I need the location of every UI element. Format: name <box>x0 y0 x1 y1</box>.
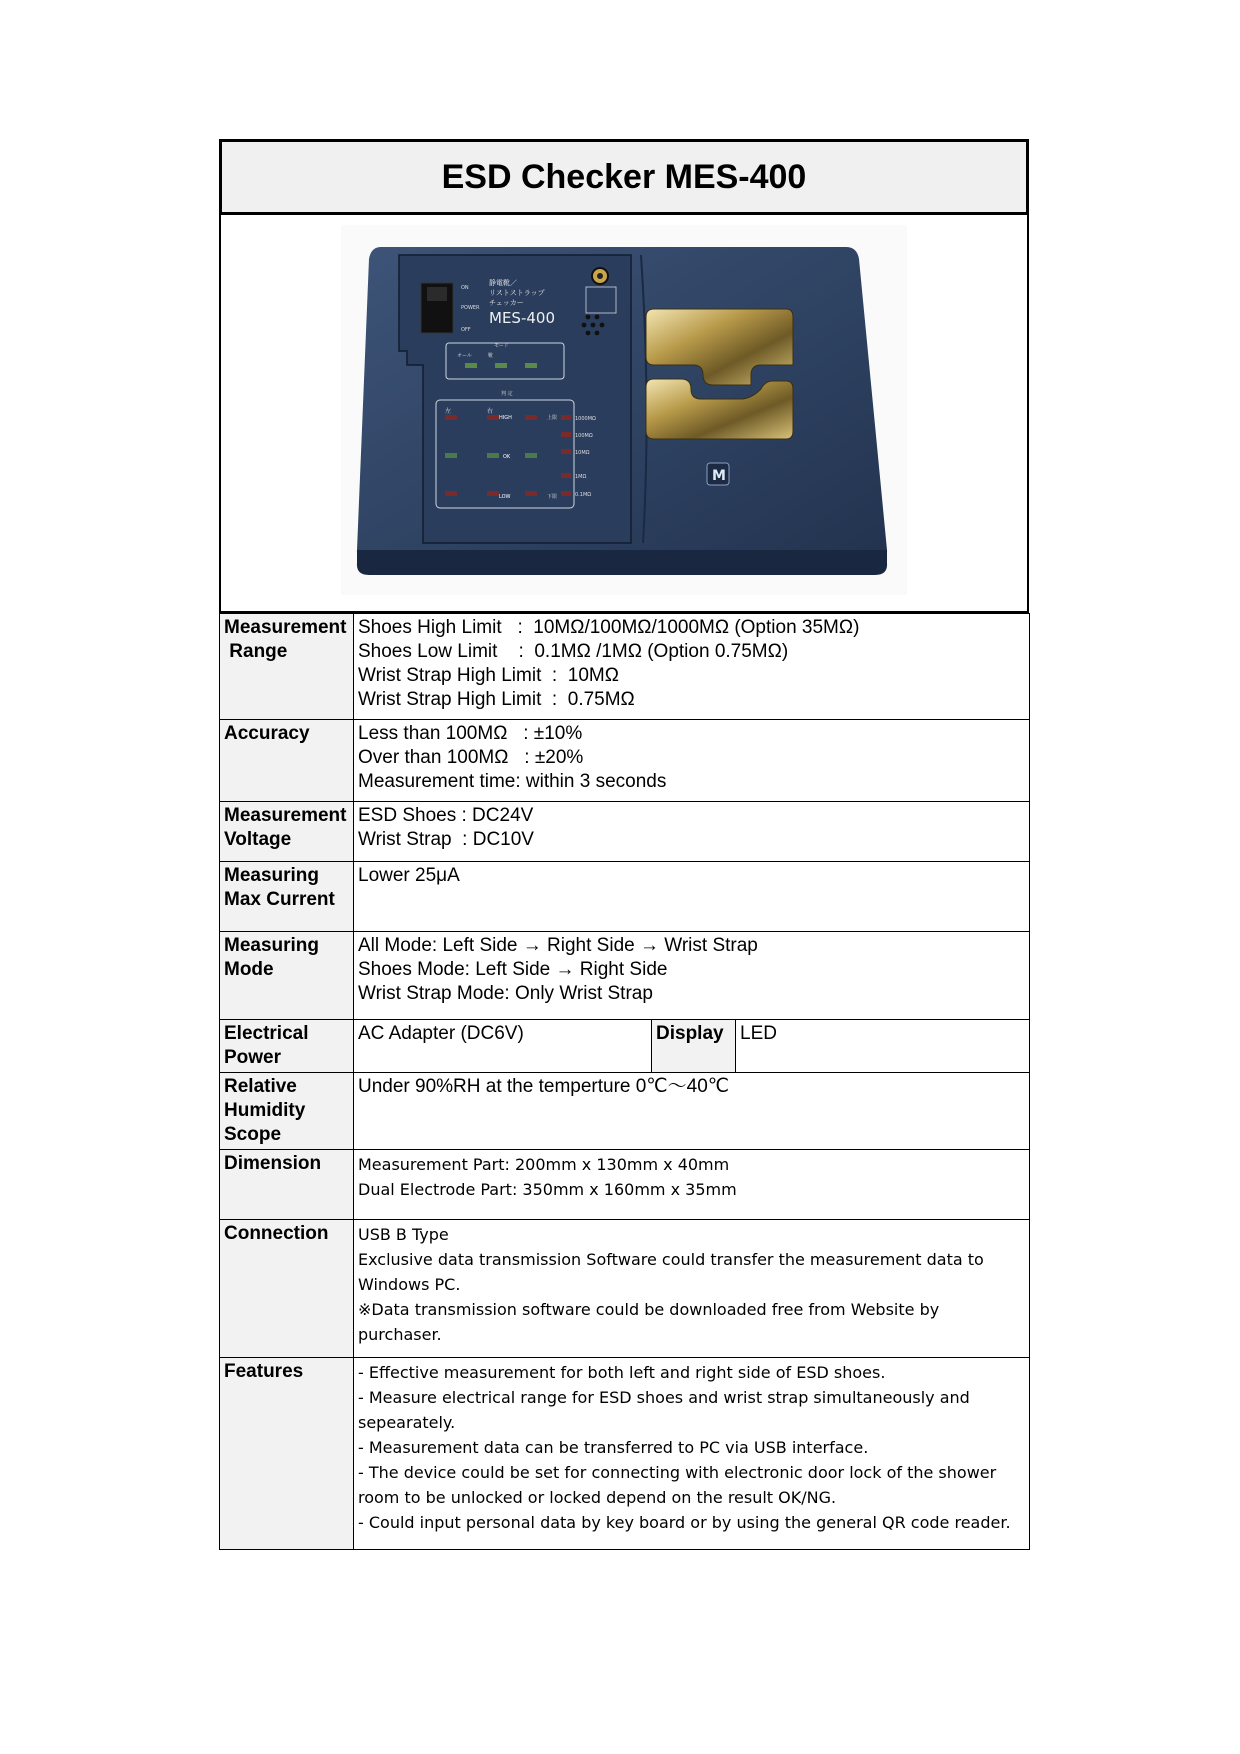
spec-label <box>220 1220 354 1358</box>
spec-value <box>354 802 1030 862</box>
spec-row <box>220 1020 1030 1073</box>
mode-shoes-led <box>495 363 507 368</box>
spec-label-line: Dimension <box>224 1153 322 1174</box>
spec-value <box>354 862 1030 932</box>
spec-label <box>220 614 354 720</box>
range-label-0-1: 0.1MΩ <box>575 492 592 498</box>
spec-value-line: - The device could be set for connecting with electronic door lock of the shower room to be unlocked or locked depend on the result OK/NG. <box>358 1463 997 1507</box>
spec-value: AC Adapter (DC6V) <box>354 1020 652 1073</box>
judge-label: 判 定 <box>501 391 513 397</box>
jp-title-2: リストストラップ <box>489 289 545 297</box>
spec-value <box>354 720 1030 802</box>
spec-value-line: - Measure electrical range for ESD shoes and wrist strap simultaneously and sepearately. <box>358 1388 970 1432</box>
spec-value-line: ※Data transmission software could be downloaded free from Website by purchaser. <box>358 1300 940 1344</box>
spec-value <box>354 614 1030 720</box>
power-label: POWER <box>461 305 480 311</box>
spec-label <box>220 1073 354 1150</box>
spec-value <box>354 1073 1030 1150</box>
spec-label <box>220 720 354 802</box>
product-photo <box>341 225 907 595</box>
jp-title-3: チェッカー <box>489 299 524 307</box>
spec-value-line: Under 90%RH at the temperture 0℃～40℃ <box>358 1076 730 1097</box>
spec-sheet <box>219 139 1029 1550</box>
spec-value-line: Over than 100MΩ : ±20% <box>358 747 584 768</box>
upper-label: 上限 <box>547 415 558 421</box>
spec-label-line: Electrical <box>224 1023 309 1044</box>
spec-value-line: Wrist Strap : DC10V <box>358 829 534 850</box>
power-on-label: ON <box>461 285 469 291</box>
lower-label: 下限 <box>547 494 558 500</box>
spec-value-line: Exclusive data transmission Software could transfer the measurement data to Windows PC. <box>358 1250 984 1294</box>
spec-row <box>220 1358 1030 1550</box>
spec-label-line: Measuring <box>224 865 320 886</box>
spec-value-line: Wrist Strap High Limit : 0.75MΩ <box>358 689 635 710</box>
spec-value-line: Measurement Part: 200mm x 130mm x 40mm <box>358 1155 730 1174</box>
spec-label <box>220 802 354 862</box>
spec-value-line: Wrist Strap Mode: Only Wrist Strap <box>358 983 653 1004</box>
spec-label-line: Mode <box>224 959 274 980</box>
spec-value-line: Lower 25μA <box>358 865 460 886</box>
spec-row <box>220 1073 1030 1150</box>
spec-label-line: Scope <box>224 1124 282 1145</box>
high-label: HIGH <box>499 415 512 421</box>
spec-label-line: Relative <box>224 1076 297 1097</box>
spec-table <box>219 613 1030 1550</box>
spec-value <box>354 932 1030 1020</box>
spec-label-line: Connection <box>224 1223 329 1244</box>
spec-row <box>220 1150 1030 1220</box>
spec-value <box>354 1358 1030 1550</box>
spec-label <box>220 1020 354 1073</box>
spec-value-line: Wrist Strap High Limit : 10MΩ <box>358 665 619 686</box>
left-label: 左 <box>445 408 452 415</box>
spec-label-line: Accuracy <box>224 723 310 744</box>
spec-label <box>220 1150 354 1220</box>
spec-value-line: Shoes High Limit : 10MΩ/100MΩ/1000MΩ (Option 35MΩ) <box>358 617 860 638</box>
spec-value-line: All Mode: Left Side → Right Side → Wrist Strap <box>358 935 758 956</box>
spec-label-line: Power <box>224 1047 282 1068</box>
spec-value-line: Less than 100MΩ : ±10% <box>358 723 583 744</box>
product-photo-frame <box>219 215 1029 613</box>
mode-all-led <box>465 363 477 368</box>
power-off-label: OFF <box>461 327 471 333</box>
spec-value-line: Measurement time: within 3 seconds <box>358 771 667 792</box>
spec-label-line: Range <box>224 641 288 662</box>
page-title: ESD Checker MES-400 <box>219 139 1029 215</box>
spec-value-line: USB B Type <box>358 1225 449 1244</box>
spec-value-line: - Measurement data can be transferred to PC via USB interface. <box>358 1438 869 1457</box>
display-label: Display <box>652 1020 736 1073</box>
ok-label: OK <box>503 454 511 460</box>
mode-wrist-led <box>525 363 537 368</box>
spec-row <box>220 862 1030 932</box>
device-model: MES-400 <box>489 309 555 327</box>
spec-label <box>220 862 354 932</box>
spec-value-line: ESD Shoes : DC24V <box>358 805 534 826</box>
low-label: LOW <box>499 494 511 500</box>
brand-logo-letter: M <box>712 468 726 484</box>
spec-value-line: - Could input personal data by key board or by using the general QR code reader. <box>358 1513 1011 1532</box>
spec-label-line: Features <box>224 1361 304 1382</box>
spec-label-line: Measurement <box>224 805 347 826</box>
spec-label <box>220 932 354 1020</box>
spec-value-line: Shoes Low Limit : 0.1MΩ /1MΩ (Option 0.75MΩ) <box>358 641 789 662</box>
spec-value-line: - Effective measurement for both left and right side of ESD shoes. <box>358 1363 886 1382</box>
right-label: 右 <box>487 408 494 415</box>
spec-row <box>220 720 1030 802</box>
spec-row <box>220 614 1030 720</box>
spec-label-line: Measurement <box>224 617 347 638</box>
range-label-10: 10MΩ <box>575 450 590 456</box>
spec-value <box>354 1220 1030 1358</box>
spec-label <box>220 1358 354 1550</box>
spec-value-line: Shoes Mode: Left Side → Right Side <box>358 959 668 980</box>
range-label-100: 100MΩ <box>575 433 593 439</box>
jp-title-1: 静電靴／ <box>489 279 517 287</box>
spec-row <box>220 932 1030 1020</box>
spec-label-line: Max Current <box>224 889 335 910</box>
range-label-1: 1MΩ <box>575 474 587 480</box>
spec-value-line: Dual Electrode Part: 350mm x 160mm x 35mm <box>358 1180 737 1199</box>
spec-label-line: Measuring <box>224 935 320 956</box>
mode-all-label: オール <box>457 353 472 359</box>
spec-row <box>220 802 1030 862</box>
spec-value <box>354 1150 1030 1220</box>
range-label-1000: 1000MΩ <box>575 416 596 422</box>
mode-shoes-label: 靴 <box>488 353 494 359</box>
spec-label-line: Humidity <box>224 1100 306 1121</box>
spec-label-line: Voltage <box>224 829 292 850</box>
display-value: LED <box>736 1020 1030 1073</box>
mode-label: モード <box>494 343 509 349</box>
spec-row <box>220 1220 1030 1358</box>
